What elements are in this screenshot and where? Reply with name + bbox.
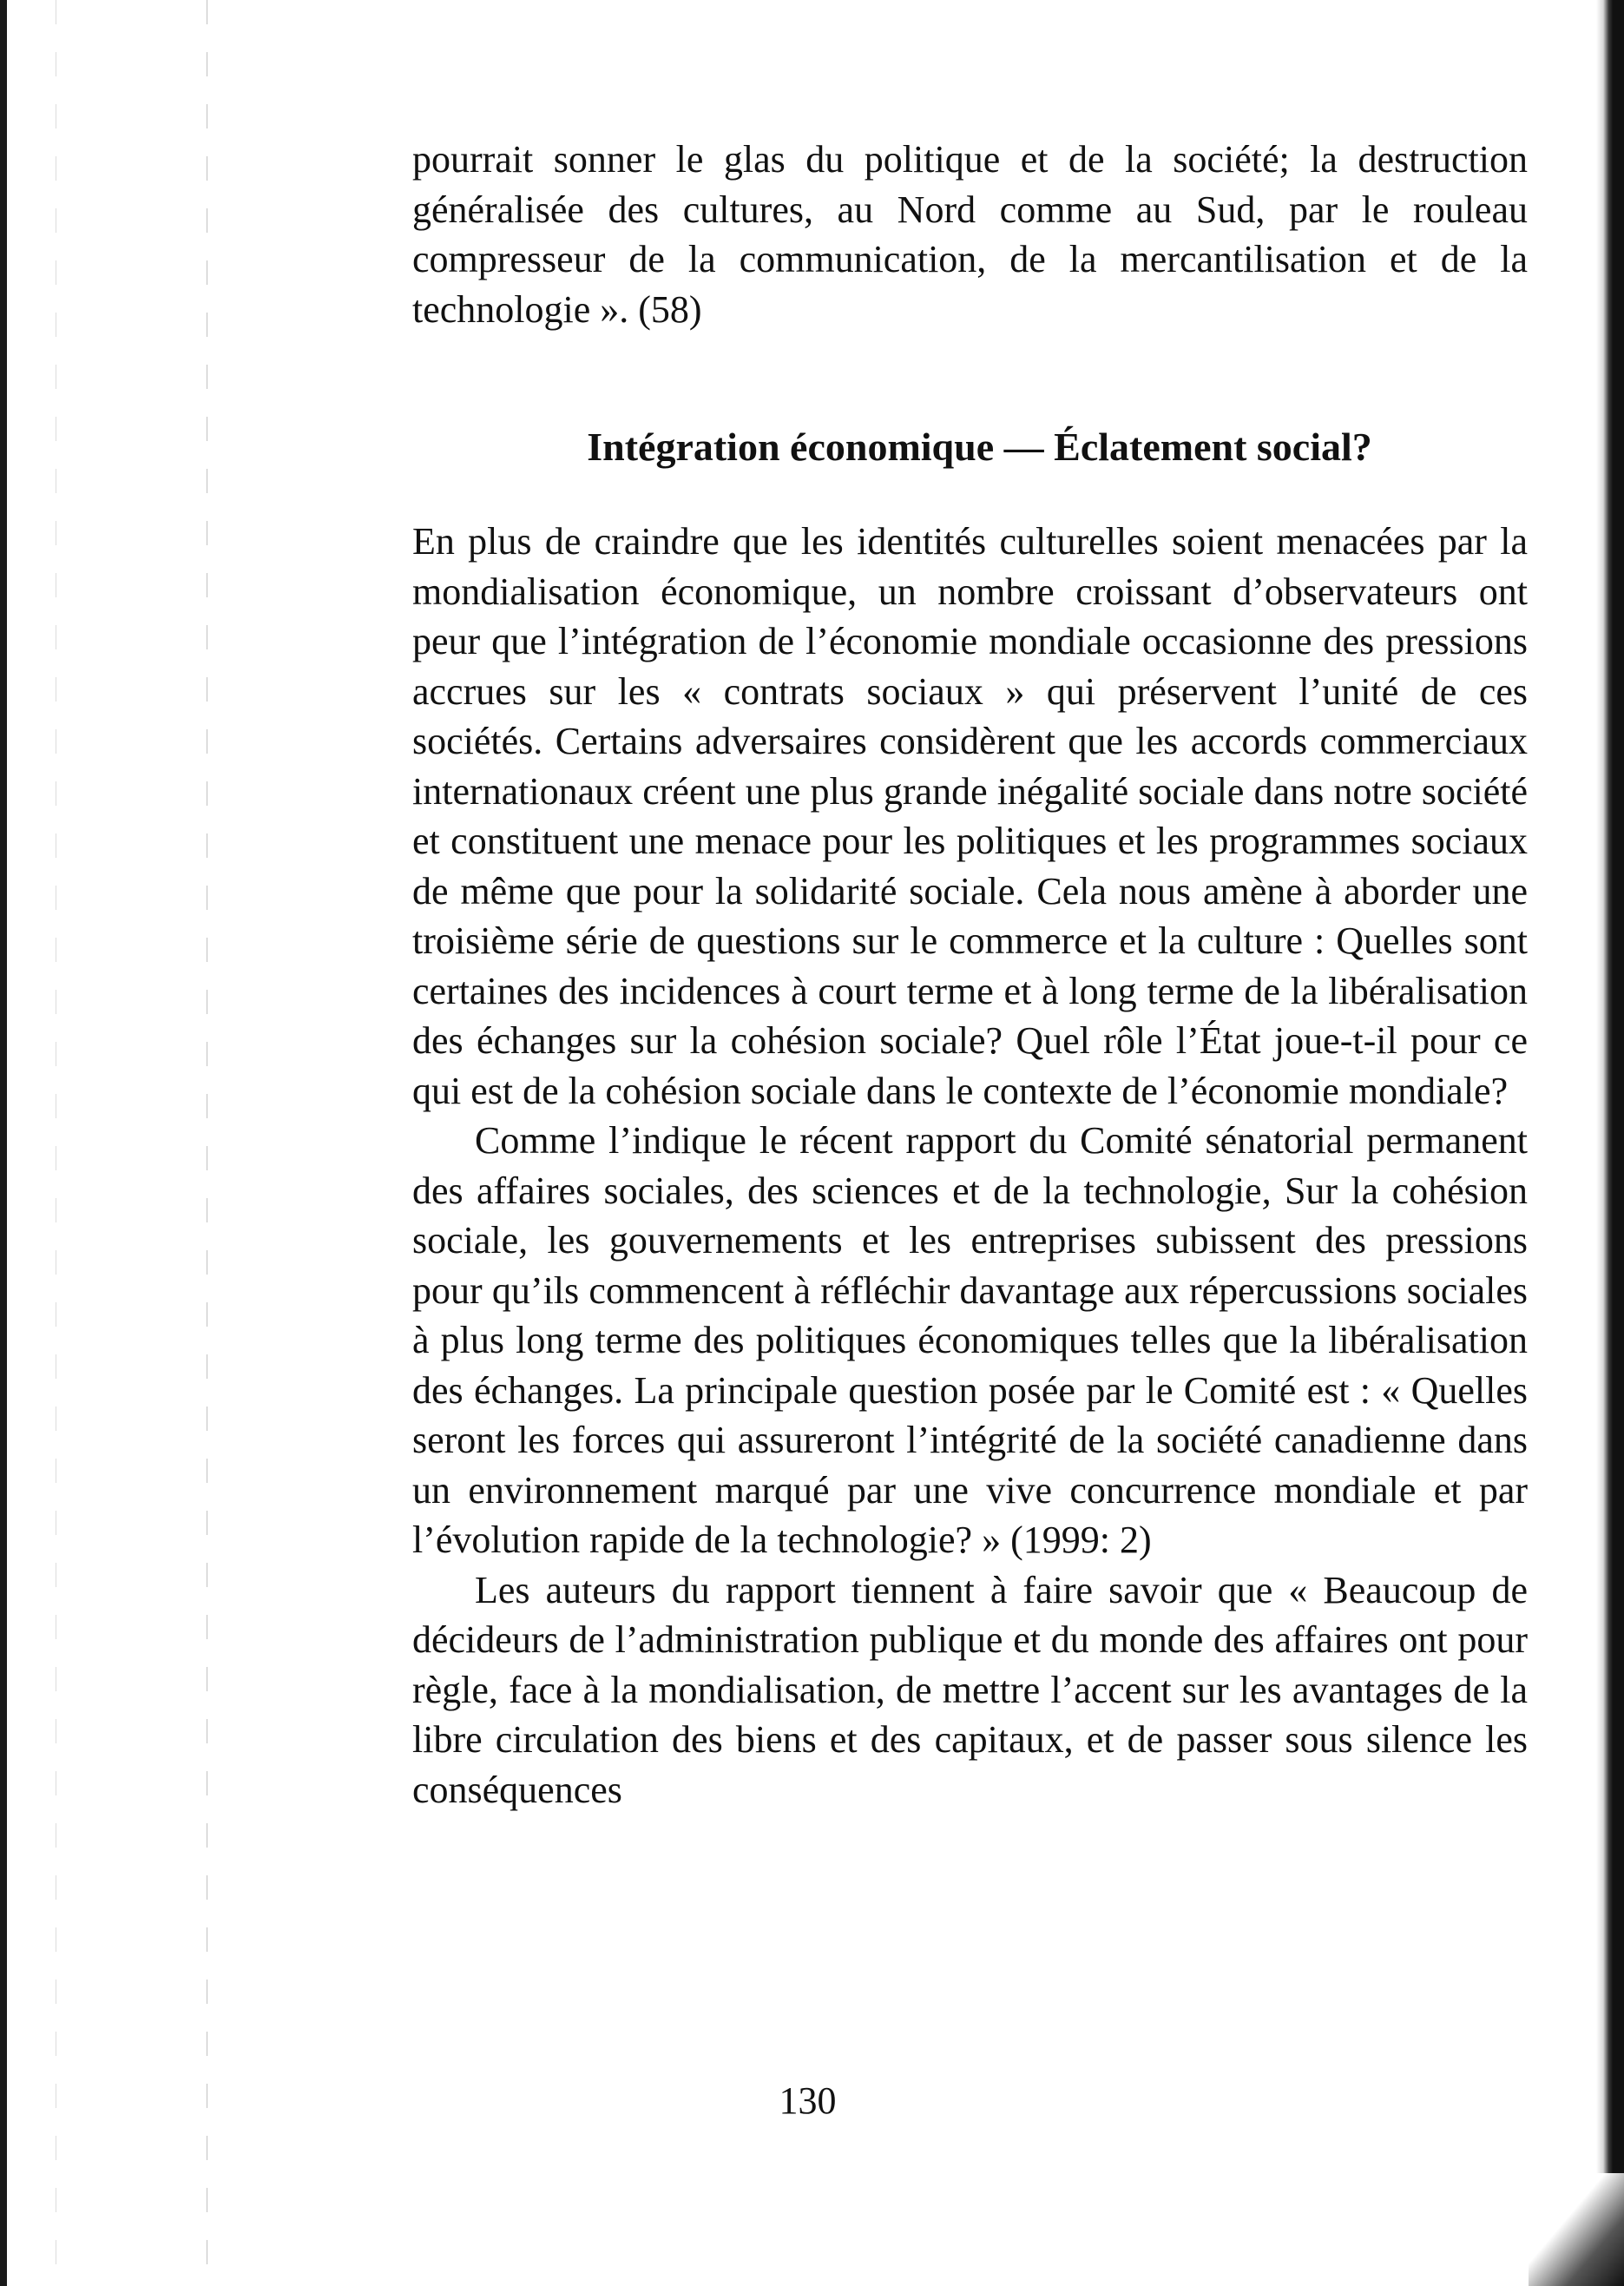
paragraph-2: Comme l’indique le récent rapport du Comité sénatorial permanent des affaires sociales, des sciences et de la technologie, Sur la cohésion sociale, les gouvernements et les entreprises subissent des pressions pour qu’ils commencent à réfléchir davantage aux répercussions sociales à plus long terme des politiques économiques telles que la libéralisation des échanges. La principale question posée par le Comité est : « Quelles seront les forces qui assureront l’intégrité de la société canadienne dans un environnement marqué par une vive concurrence mondiale et par l’évolution rapide de la technologie? » (1999: 2) bbox=[412, 1119, 1528, 1561]
scan-page-curl bbox=[1529, 2173, 1624, 2286]
scan-page-edge bbox=[1596, 0, 1624, 2286]
page-body bbox=[412, 135, 1528, 1815]
quote-continuation: pourrait sonner le glas du politique et de la société; la destruction généralisée des cultures, au Nord comme au Sud, par le rouleau compresseur de la communication, de la mercantilisation et de la technologie ». (58) bbox=[412, 138, 1528, 331]
page-number-text: 130 bbox=[779, 2079, 837, 2122]
page-number bbox=[0, 2075, 1624, 2127]
paragraph-3: Les auteurs du rapport tiennent à faire savoir que « Beaucoup de décideurs de l’administration publique et du monde des affaires ont pour règle, face à la mondialisation, de mettre l’accent sur les avantages de la libre circulation des biens et des capitaux, et de passer sous silence les conséquences bbox=[412, 1568, 1528, 1811]
scan-binding-edge bbox=[0, 0, 7, 2286]
paragraph-1: En plus de craindre que les identités culturelles soient menacées par la mondialisation économique, un nombre croissant d’observateurs ont peur que l’intégration de l’économie mondiale occasionne des pressions accrues sur les « contrats sociaux » qui préservent l’unité de ces sociétés. Certains adversaires considèrent que les accords commerciaux internationaux créent une plus grande inégalité sociale dans notre société et constituent une menace pour les politiques et les programmes sociaux de même que pour la solidarité sociale. Cela nous amène à aborder une troisième série de questions sur le commerce et la culture : Quelles sont certaines des incidences à court terme et à long terme de la libéralisation des échanges sur la cohésion sociale? Quel rôle l’État joue-t-il pour ce qui est de la cohésion sociale dans le contexte de l’économie mondiale? bbox=[412, 520, 1528, 1112]
section-heading: Intégration économique — Éclatement social? bbox=[587, 425, 1372, 469]
